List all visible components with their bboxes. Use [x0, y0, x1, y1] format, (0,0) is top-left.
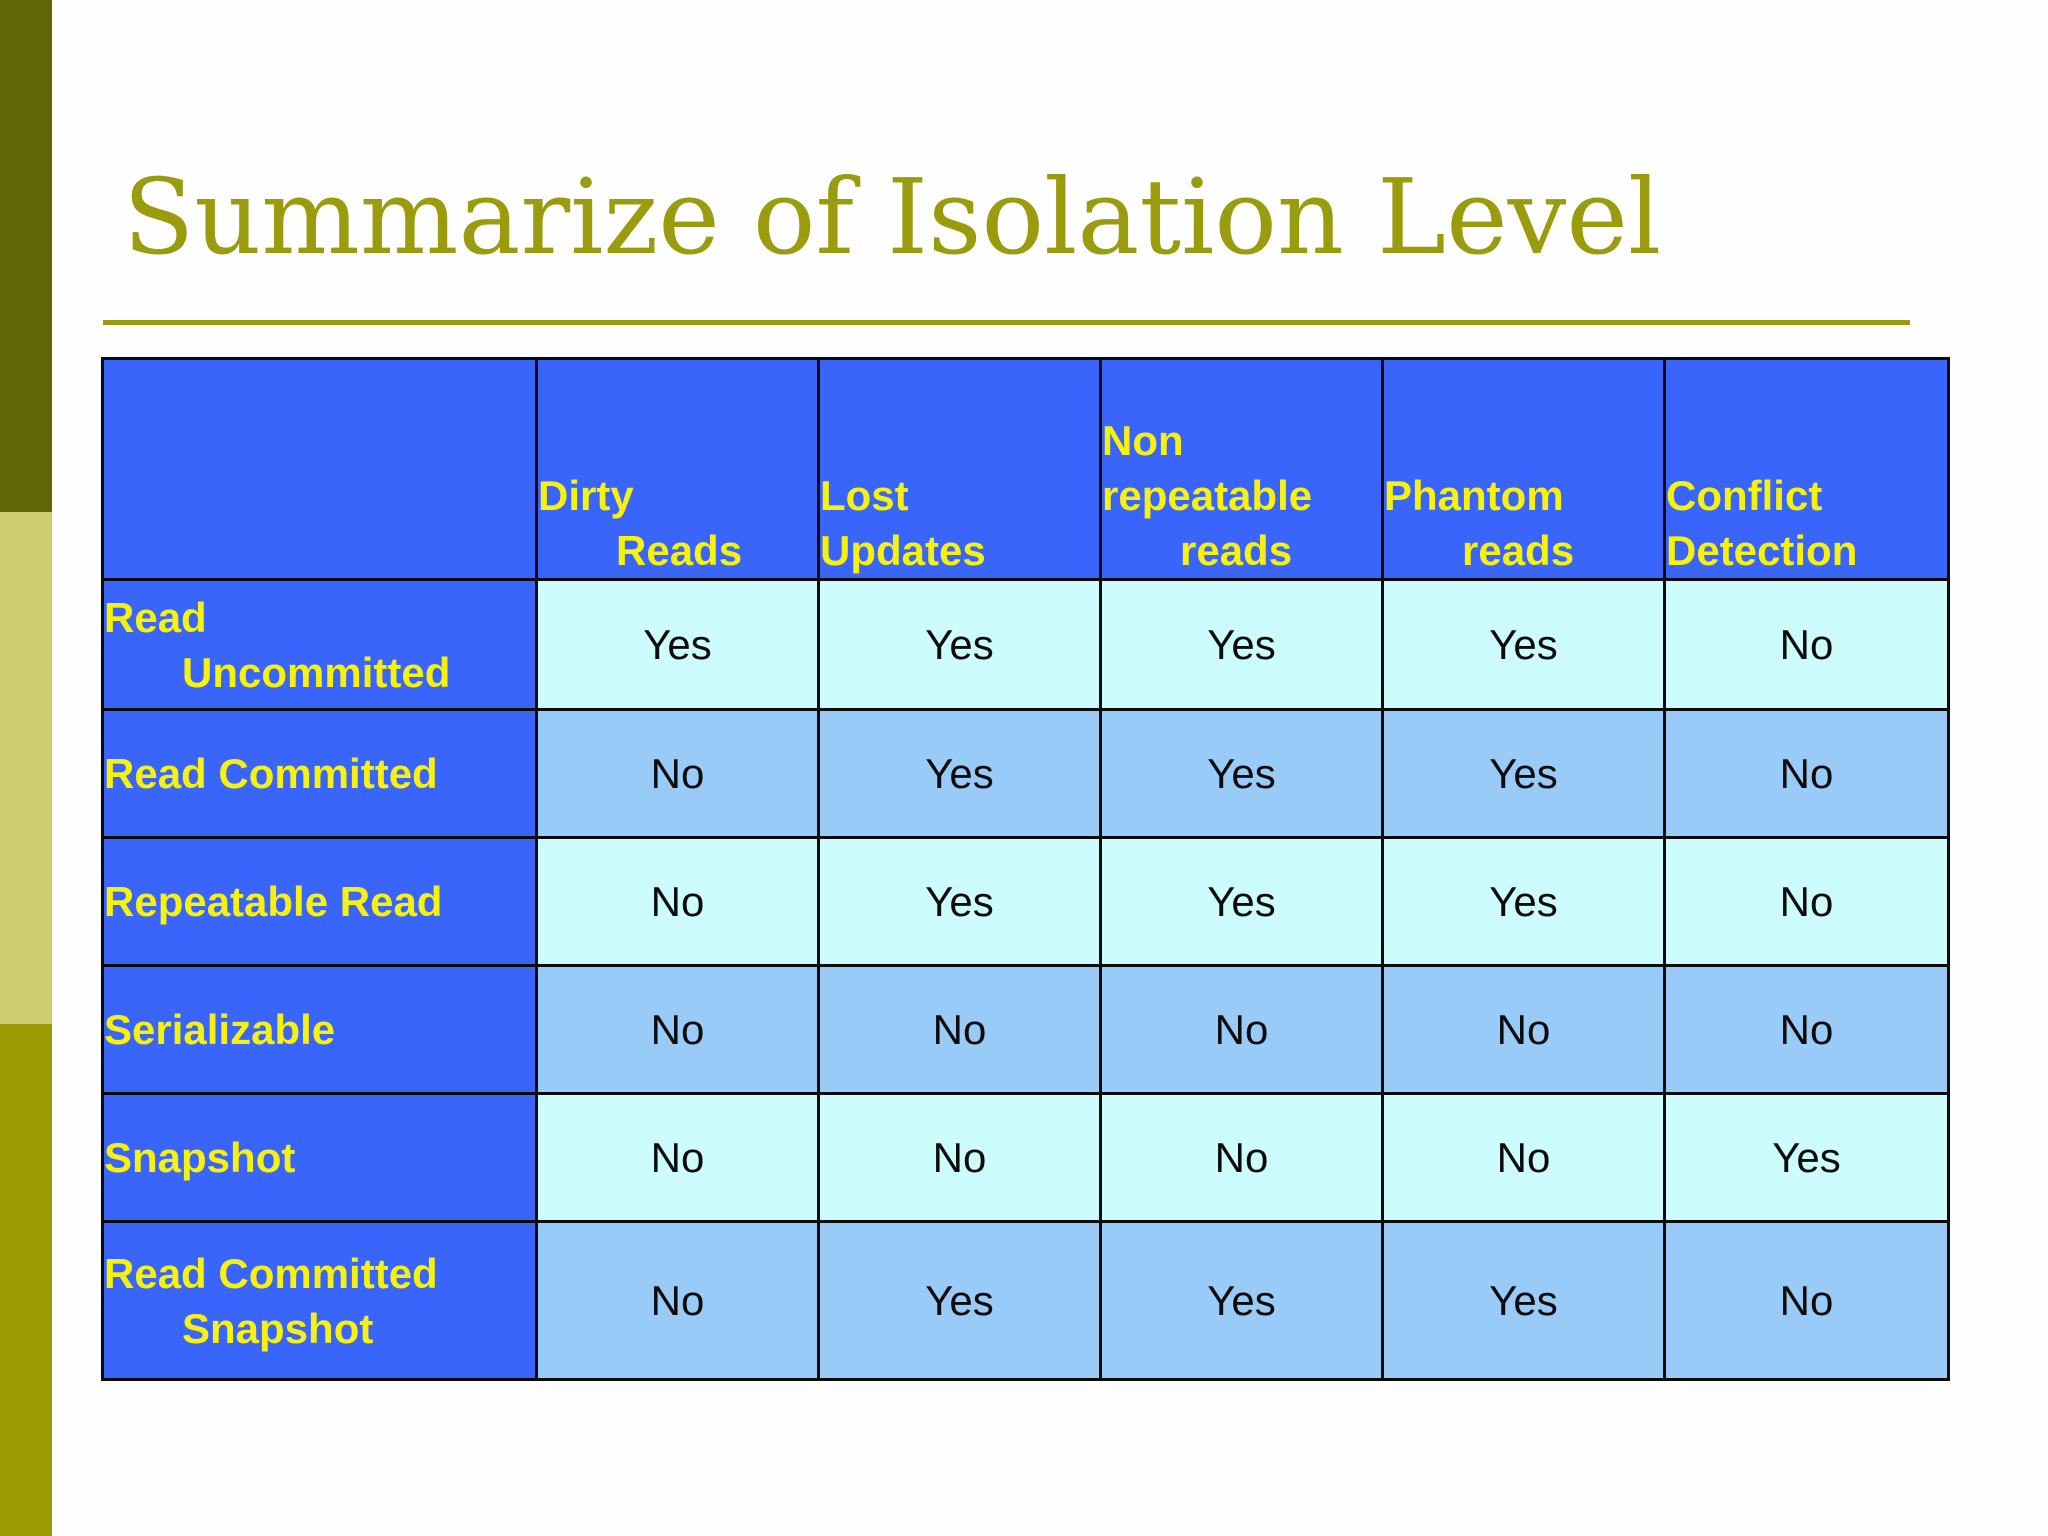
table-cell: No	[537, 966, 819, 1094]
column-header-line: repeatable	[1102, 472, 1313, 519]
column-header-line: Updates	[820, 527, 986, 574]
row-header	[103, 966, 537, 1094]
table-cell: Yes	[1383, 1222, 1665, 1380]
table-cell: Yes	[1101, 710, 1383, 838]
table-header-row	[103, 359, 1949, 580]
table-cell: No	[1665, 580, 1949, 710]
column-header	[1665, 359, 1949, 580]
column-header-line: Lost	[820, 472, 909, 519]
table-row	[103, 966, 1949, 1094]
row-header	[103, 580, 537, 710]
table-cell: Yes	[1665, 1094, 1949, 1222]
table-row	[103, 580, 1949, 710]
table-cell: Yes	[1383, 838, 1665, 966]
row-header-line: Snapshot	[182, 1304, 374, 1352]
column-header-line: reads	[1462, 527, 1575, 574]
table-cell: Yes	[1383, 580, 1665, 710]
row-header-line: Read Committed	[104, 750, 438, 797]
column-header-line: Reads	[616, 527, 743, 574]
table-cell: No	[1665, 966, 1949, 1094]
table-cell: No	[1383, 1094, 1665, 1222]
column-header-line: reads	[1180, 527, 1293, 574]
table-row	[103, 838, 1949, 966]
table-cell: Yes	[819, 838, 1101, 966]
row-header-line: Serializable	[104, 1006, 336, 1053]
table-cell: Yes	[819, 1222, 1101, 1380]
row-header	[103, 1222, 537, 1380]
column-header	[1101, 359, 1383, 580]
table-cell: No	[1383, 966, 1665, 1094]
row-header	[103, 710, 537, 838]
column-header-line: Non	[1102, 417, 1184, 464]
row-header-line: Uncommitted	[182, 648, 451, 696]
table-row	[103, 1094, 1949, 1222]
column-header-line: Detection	[1666, 527, 1858, 574]
table-cell: No	[1101, 1094, 1383, 1222]
table-cell: Yes	[537, 580, 819, 710]
row-header-line: Snapshot	[104, 1134, 296, 1181]
table-cell: Yes	[819, 580, 1101, 710]
title-underline	[103, 320, 1910, 325]
row-header-line: Read	[104, 593, 207, 641]
table-cell: Yes	[819, 710, 1101, 838]
row-header-line: Read Committed	[104, 1249, 438, 1297]
table-row	[103, 1222, 1949, 1380]
isolation-level-table	[101, 357, 1950, 1381]
table-cell: Yes	[1383, 710, 1665, 838]
accent-bar-top	[0, 0, 52, 512]
table-cell: Yes	[1101, 580, 1383, 710]
table-cell: No	[537, 710, 819, 838]
table-body	[103, 580, 1949, 1380]
column-header	[1383, 359, 1665, 580]
table-cell: No	[1665, 838, 1949, 966]
table-cell: No	[819, 966, 1101, 1094]
column-header	[537, 359, 819, 580]
accent-bar-middle	[0, 512, 52, 1024]
table-cell: No	[819, 1094, 1101, 1222]
table-cell: No	[537, 1222, 819, 1380]
row-header	[103, 1094, 537, 1222]
table-cell: Yes	[1101, 1222, 1383, 1380]
table-cell: No	[537, 1094, 819, 1222]
table-row	[103, 710, 1949, 838]
table-cell: Yes	[1101, 838, 1383, 966]
column-header-line: Phantom	[1384, 472, 1564, 519]
table-cell: No	[537, 838, 819, 966]
table-header-corner	[103, 359, 537, 580]
row-header	[103, 838, 537, 966]
column-header	[819, 359, 1101, 580]
table-cell: No	[1665, 1222, 1949, 1380]
table-cell: No	[1665, 710, 1949, 838]
table-cell: No	[1101, 966, 1383, 1094]
column-header-line: Conflict	[1666, 472, 1823, 519]
accent-bar-bottom	[0, 1024, 52, 1536]
row-header-line: Repeatable Read	[104, 878, 443, 925]
slide-title: Summarize of Isolation Level	[123, 156, 1662, 278]
column-header-line: Dirty	[538, 472, 634, 519]
